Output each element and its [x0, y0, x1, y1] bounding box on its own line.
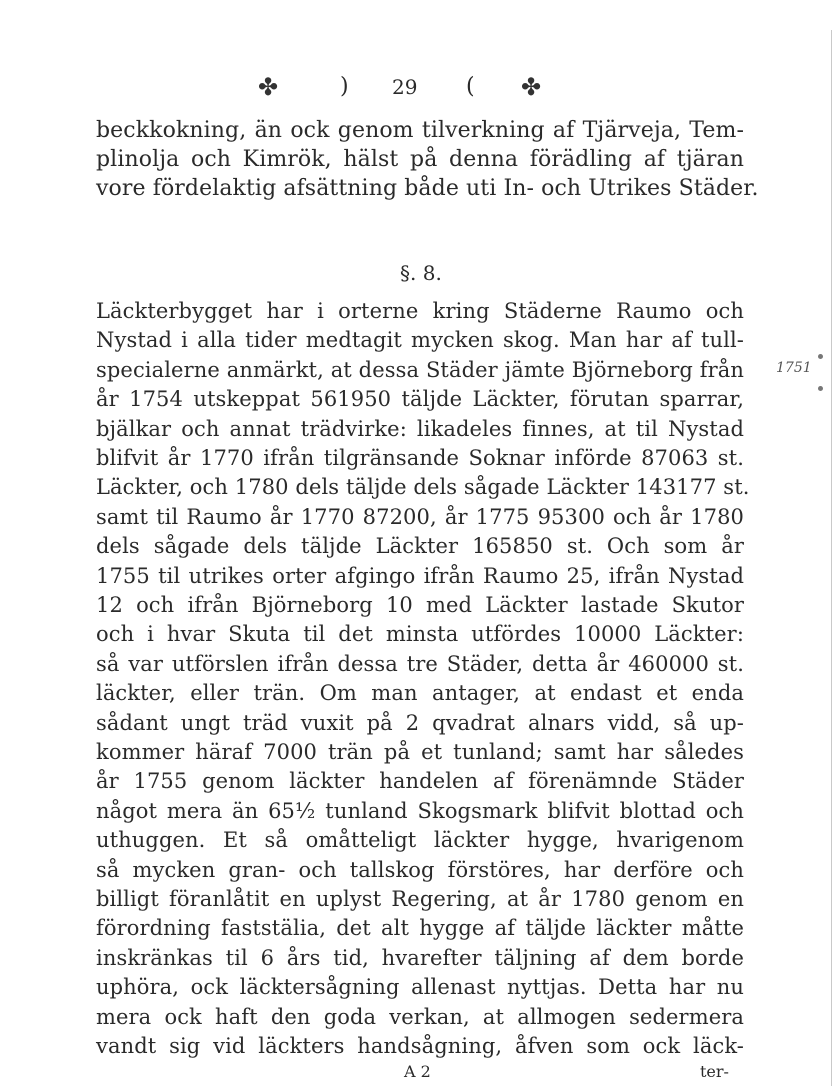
body-line: vandt sig vid läckters handsågning, åfven som ock läck- — [96, 1034, 744, 1058]
intro-line: beckkokning, än ock genom tilverkning af Tjärveja, Tem- — [96, 118, 744, 143]
body-line: kommer häraf 7000 trän på et tunland; samt har således — [96, 740, 744, 764]
ornament-left-icon: ✤ — [258, 73, 279, 101]
body-line: specialerne anmärkt, at dessa Städer jämte Björneborg från — [96, 357, 744, 382]
header-paren-left: ( — [466, 74, 475, 99]
body-line: Läckter, och 1780 dels täljde dels sågade Läckter 143177 st. — [96, 475, 750, 500]
body-line: förordning faststälia, det alt hygge af täljde läckter måtte — [96, 916, 744, 941]
body-line: något mera än 65½ tunland Skogsmark blifvit blottad och — [96, 798, 744, 823]
body-line: mera ock haft den goda verkan, at allmogen sedermera — [96, 1004, 744, 1029]
body-line: Nystad i alla tider medtagit mycken skog. Man har af tull- — [96, 328, 744, 353]
section-heading: §. 8. — [400, 261, 442, 285]
body-line: uphöra, ock läcktersågning allenast nyttjas. Detta har nu — [96, 975, 744, 1000]
body-line: blifvit år 1770 ifrån tilgränsande Soknar införde 87063 st. — [96, 446, 744, 470]
margin-note: 1751 — [776, 360, 812, 376]
body-line: år 1754 utskeppat 561950 täljde Läckter, förutan sparrar, — [96, 387, 744, 412]
page-footer — [0, 1062, 839, 1084]
body-line: sådant ungt träd vuxit på 2 qvadrat alnars vidd, så up- — [96, 710, 744, 735]
body-line: 1755 til utrikes orter afgingo ifrån Raumo 25, ifrån Nystad — [96, 563, 744, 588]
intro-line: vore fördelaktig afsättning både uti In- och Utrikes Städer. — [96, 176, 759, 201]
page-number: 29 — [392, 75, 418, 99]
body-line: samt til Raumo år 1770 87200, år 1775 95300 och år 1780 — [96, 504, 744, 529]
body-line: så var utförslen ifrån dessa tre Städer, detta år 460000 st. — [96, 651, 744, 676]
body-line: så mycken gran- och tallskog förstöres, har derföre och — [96, 857, 744, 882]
body-line: bjälkar och annat trädvirke: likadeles finnes, at til Nystad — [96, 416, 744, 441]
body-line: och i hvar Skuta til det minsta utfördes 10000 Läckter: — [96, 622, 744, 647]
body-line: inskränkas til 6 års tid, hvarefter täljning af dem borde — [96, 945, 744, 970]
body-line: 12 och ifrån Björneborg 10 med Läckter lastade Skutor — [96, 593, 744, 617]
body-line: läckter, eller trän. Om man antager, at endast et enda — [96, 681, 744, 706]
body-line: billigt föranlåtit en uplyst Regering, at år 1780 genom en — [96, 887, 744, 911]
body-line: Läckterbygget har i orterne kring Städerne Raumo och — [96, 299, 744, 323]
body-line: uthuggen. Et så omåtteligt läckter hygge, hvarigenom — [96, 828, 744, 853]
body-line: dels sågade dels täljde Läckter 165850 st. Och som år — [96, 534, 744, 559]
catchword: ter- — [700, 1062, 729, 1081]
intro-line: plinolja och Kimrök, hälst på denna förädling af tjäran — [96, 147, 744, 172]
header-paren-right: ) — [340, 74, 349, 99]
page-speck — [818, 386, 823, 391]
page-edge-line — [831, 30, 832, 1086]
ornament-right-icon: ✤ — [521, 73, 542, 101]
page-header — [0, 72, 839, 106]
signature-mark: A 2 — [404, 1062, 431, 1081]
page-speck — [818, 354, 823, 359]
body-line: år 1755 genom läckter handelen af förenämnde Städer — [96, 769, 744, 794]
